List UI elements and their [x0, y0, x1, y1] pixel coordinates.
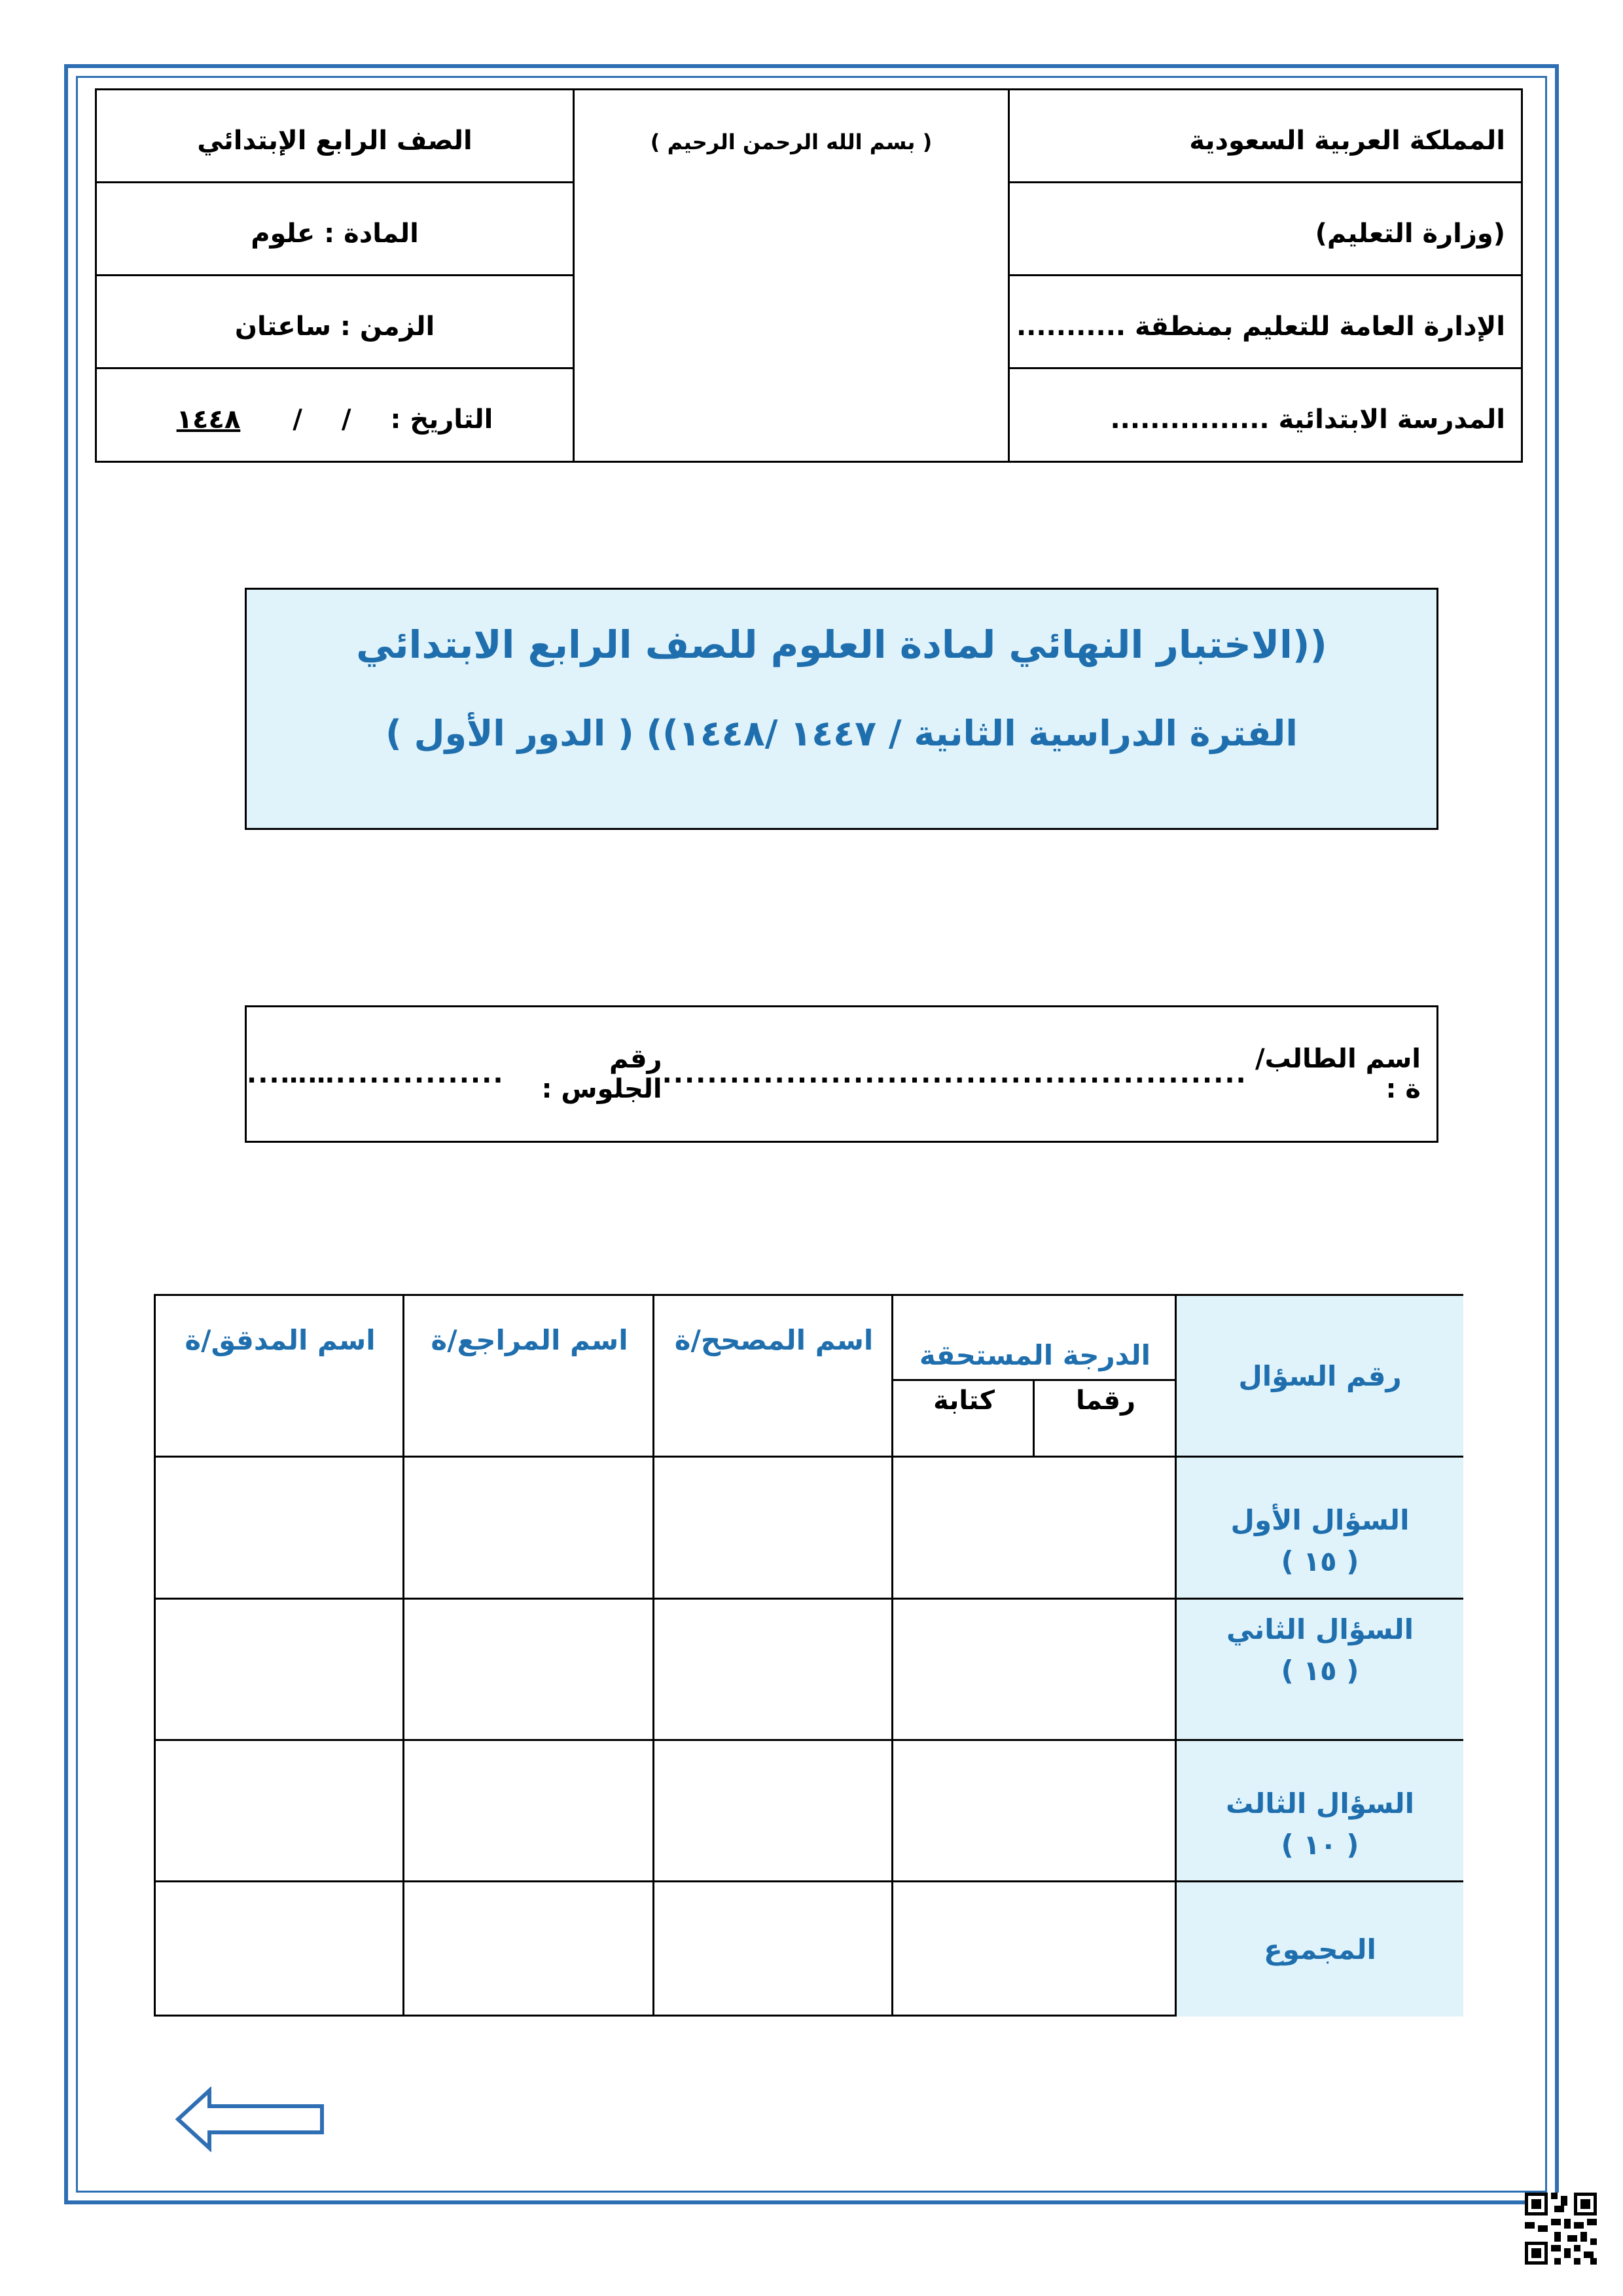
- header-table: [95, 88, 1523, 463]
- reviewer-header-text: اسم المراجع/ة: [431, 1323, 628, 1356]
- exam-title-box: [245, 588, 1438, 830]
- header-score-words: [893, 1381, 1035, 1456]
- score-words-text: كتابة: [933, 1386, 995, 1416]
- header-score: [893, 1296, 1177, 1381]
- school-text: المدرسة الابتدائية ................: [1110, 404, 1505, 435]
- student-name-field[interactable]: ....................................................: [662, 1059, 1247, 1089]
- grid-line: [156, 1739, 1461, 1741]
- date-slash-1: /: [341, 404, 351, 435]
- grid-line: [893, 1379, 1177, 1381]
- seat-number-label: رقم الجلوس :: [541, 1044, 662, 1104]
- date-slash-2: /: [293, 404, 302, 435]
- date-line: [177, 404, 493, 435]
- table-row: [1177, 1741, 1463, 1880]
- score-digits-text: رقما: [1075, 1386, 1136, 1416]
- date-label: التاريخ :: [390, 404, 493, 435]
- row-label: السؤال الأول: [1230, 1504, 1410, 1536]
- left-arrow-icon[interactable]: [175, 2087, 326, 2152]
- grid-line: [156, 1880, 1461, 1882]
- kingdom-cell: [1010, 90, 1521, 183]
- subject-cell: [97, 183, 573, 276]
- corrector-header-text: اسم المصحح/ة: [674, 1323, 874, 1356]
- table-row: [1177, 1882, 1463, 2017]
- grid-line: [1175, 1296, 1177, 2015]
- grades-table: [154, 1294, 1463, 2017]
- header-corrector: [654, 1296, 893, 1456]
- header-reviewer: [404, 1296, 654, 1456]
- header-middle-column: [575, 90, 1010, 461]
- ministry-text: (وزارة التعليم): [1315, 218, 1505, 249]
- header-right-column: [1010, 90, 1521, 461]
- student-name-label: اسم الطالب/ة :: [1255, 1044, 1421, 1104]
- grid-line: [1033, 1381, 1035, 1456]
- table-row: [1177, 1600, 1463, 1739]
- grade-text: الصف الرابع الإبتدائي: [197, 125, 473, 156]
- auditor-header-text: اسم المدقق/ة: [185, 1323, 376, 1356]
- grid-line: [156, 1598, 1461, 1600]
- row-marks: ( ١٥ ): [1281, 1654, 1359, 1687]
- exam-title-line-2: الفترة الدراسية الثانية / ١٤٤٧ /١٤٤٨)) ( الدور الأول ): [385, 713, 1298, 754]
- student-info-box: [245, 1005, 1438, 1143]
- kingdom-text: المملكة العربية السعودية: [1189, 125, 1505, 156]
- row-label: المجموع: [1264, 1933, 1376, 1965]
- administration-cell: [1010, 276, 1521, 369]
- grid-line: [891, 1296, 893, 2015]
- date-cell: [97, 369, 573, 461]
- row-marks: ( ١٠ ): [1281, 1828, 1359, 1861]
- grade-cell: [97, 90, 573, 183]
- basmala-text: ( بسم الله الرحمن الرحيم ): [650, 130, 933, 154]
- exam-title-line-1: ((الاختبار النهائي لمادة العلوم للصف الرابع الابتدائي: [356, 622, 1327, 667]
- ministry-cell: [1010, 183, 1521, 276]
- school-cell: [1010, 369, 1521, 461]
- score-header-text: الدرجة المستحقة: [919, 1339, 1151, 1371]
- grid-line: [156, 1456, 1461, 1458]
- subject-text: المادة : علوم: [251, 218, 419, 249]
- row-label: السؤال الثالث: [1226, 1787, 1415, 1820]
- header-auditor: [156, 1296, 404, 1456]
- header-question-number: [1177, 1296, 1463, 1456]
- date-year: ١٤٤٨: [176, 404, 241, 435]
- row-marks: ( ١٥ ): [1281, 1545, 1359, 1577]
- header-left-column: [97, 90, 575, 461]
- grid-line: [652, 1296, 654, 2015]
- table-row: [1177, 1458, 1463, 1598]
- question-number-header-text: رقم السؤال: [1238, 1359, 1402, 1392]
- administration-text: الإدارة العامة للتعليم بمنطقة ...........: [1016, 311, 1505, 342]
- qr-code-icon: [1525, 2193, 1597, 2265]
- grid-line: [402, 1296, 404, 2015]
- row-label: السؤال الثاني: [1226, 1613, 1414, 1645]
- header-score-digits: [1035, 1381, 1177, 1456]
- duration-cell: [97, 276, 573, 369]
- duration-text: الزمن : ساعتان: [234, 311, 435, 342]
- seat-number-field[interactable]: ...............……...: [247, 1059, 505, 1089]
